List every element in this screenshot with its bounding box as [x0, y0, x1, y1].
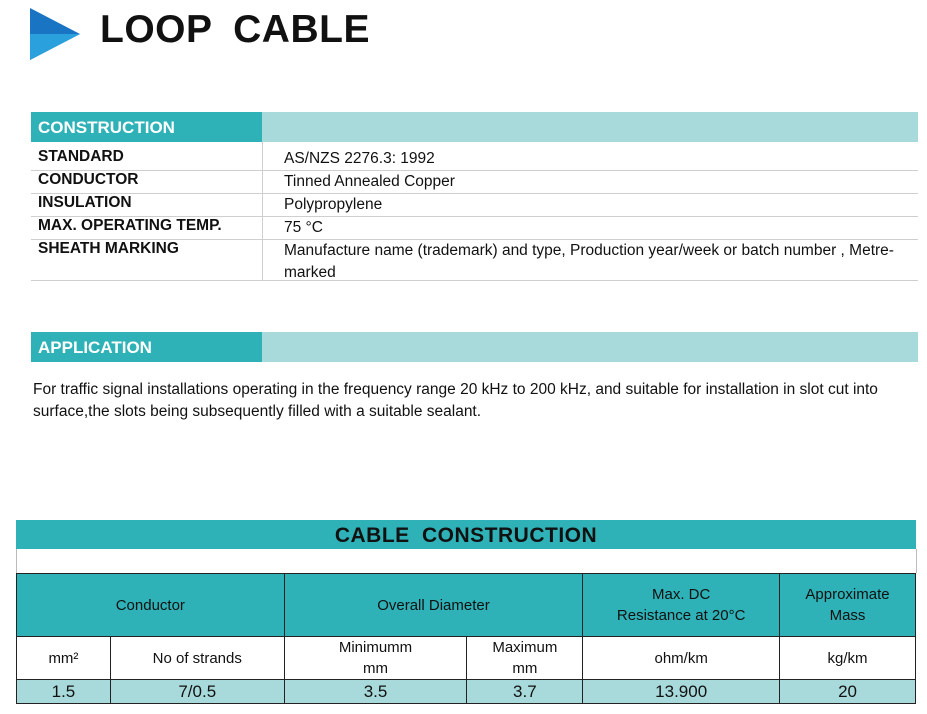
unit-strands: No of strands: [110, 637, 284, 680]
cable-construction-table: [16, 573, 916, 704]
spec-row-sheath-marking: [31, 240, 918, 281]
header-resistance: [583, 574, 780, 637]
unit-kg-km: kg/km: [780, 637, 916, 680]
spec-value: AS/NZS 2276.3: 1992: [284, 150, 435, 167]
unit-minimum-line2: mm: [363, 660, 389, 677]
spec-key: CONDUCTOR: [38, 171, 139, 188]
table-units-row: [17, 637, 916, 680]
value-strands: 7/0.5: [110, 680, 284, 704]
header-overall-diameter: Overall Diameter: [284, 574, 583, 637]
unit-ohm-km: ohm/km: [583, 637, 780, 680]
table-row: [17, 680, 916, 704]
value-resistance: 13.900: [583, 680, 780, 704]
application-section-bar: [31, 332, 918, 362]
spec-value: 75 °C: [284, 219, 323, 236]
construction-section-bar: [31, 112, 918, 142]
header-conductor: Conductor: [17, 574, 285, 637]
header-mass: [780, 574, 916, 637]
value-mm2: 1.5: [17, 680, 111, 704]
application-description: For traffic signal installations operating in the frequency range 20 kHz to 200 kHz, and suitable for installation in slot cut into surface,the slots being subsequently filled with a suitable sealant.: [33, 381, 878, 420]
spec-value: Manufacture name (trademark) and type, Production year/week or batch number , Metre-marked: [284, 242, 894, 281]
spec-key: INSULATION: [38, 194, 132, 211]
spec-key: MAX. OPERATING TEMP.: [38, 217, 222, 234]
cable-construction-title: CABLE CONSTRUCTION: [16, 520, 916, 549]
spec-key: SHEATH MARKING: [38, 240, 179, 257]
spec-value: Tinned Annealed Copper: [284, 173, 455, 190]
value-minimum: 3.5: [284, 680, 467, 704]
table-header-row: [17, 574, 916, 637]
header-mass-line2: Mass: [829, 607, 866, 624]
spec-row-max-operating-temp: [31, 217, 918, 240]
spec-row-standard: [31, 148, 918, 171]
table-spacer: [16, 549, 917, 573]
header-resistance-line2: Resistance at 20°C: [616, 607, 746, 624]
header-resistance-line1: Max. DC: [652, 586, 711, 603]
spec-row-conductor: [31, 171, 918, 194]
construction-section-label: CONSTRUCTION: [31, 112, 262, 142]
unit-minimum-line1: Minimumm: [338, 639, 413, 656]
spec-key: STANDARD: [38, 148, 124, 165]
unit-maximum-line1: Maximum: [492, 639, 558, 656]
value-mass: 20: [780, 680, 916, 704]
spec-row-insulation: [31, 194, 918, 217]
construction-spec-table: [31, 142, 918, 281]
unit-mm2: mm²: [17, 637, 111, 680]
unit-minimum: [284, 637, 467, 680]
page-title: LOOP CABLE: [100, 8, 370, 51]
application-section-label: APPLICATION: [31, 332, 262, 362]
blue-triangle-play-icon: [30, 8, 80, 60]
spec-value: Polypropylene: [284, 196, 383, 213]
unit-maximum-line2: mm: [512, 660, 538, 677]
value-maximum: 3.7: [467, 680, 583, 704]
header-mass-line1: Approximate: [805, 586, 890, 603]
unit-maximum: [467, 637, 583, 680]
